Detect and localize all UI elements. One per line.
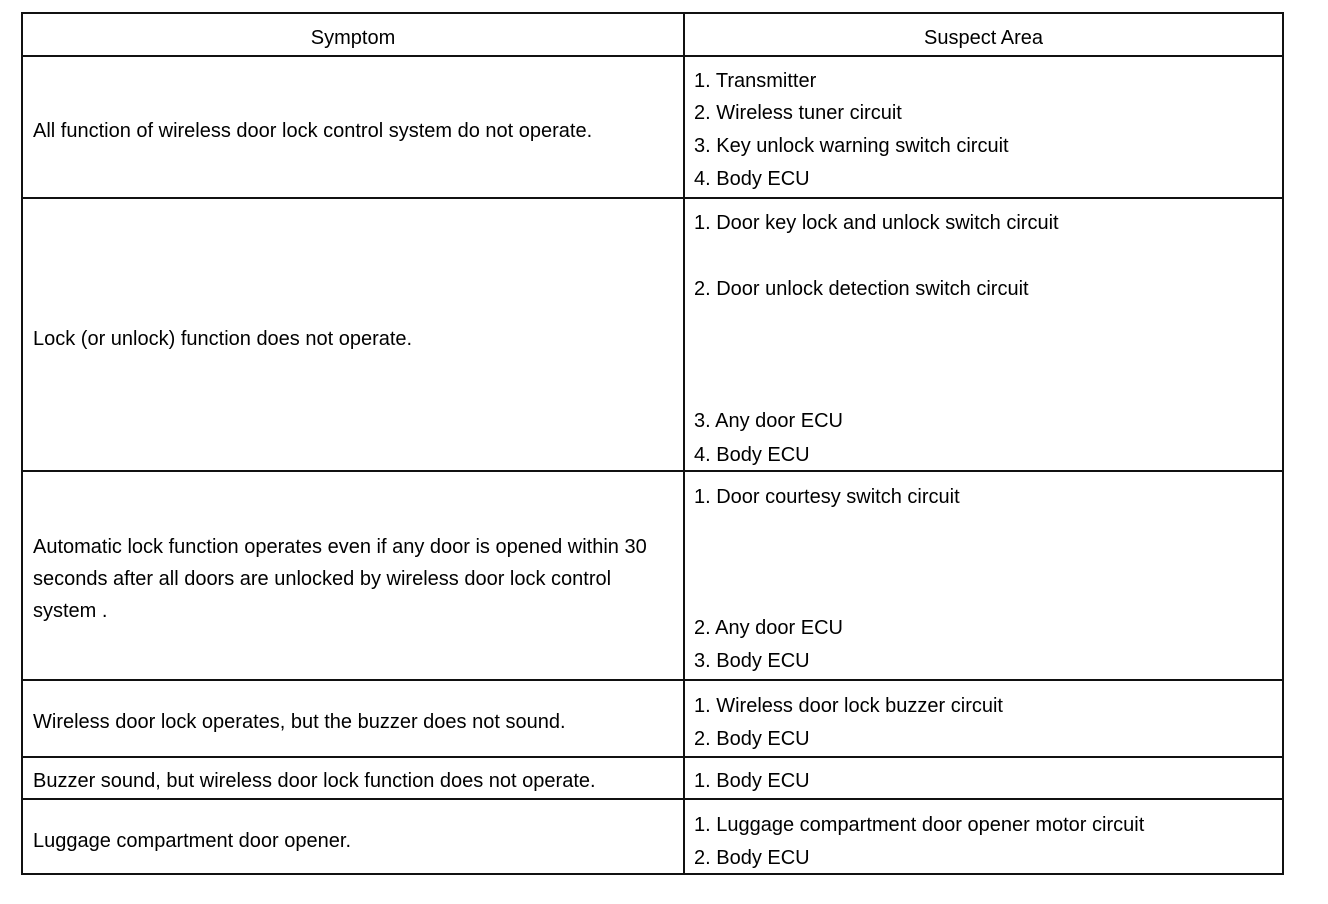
row-divider [21,197,1284,199]
suspect-item: 3. Body ECU [694,650,810,672]
table-border-right [1282,12,1284,875]
suspect-item: 2. Body ECU [694,847,810,869]
suspect-item: 2. Body ECU [694,728,810,750]
suspect-item: 1. Transmitter [694,70,817,92]
table-border-bottom [21,873,1284,875]
suspect-item: 3. Key unlock warning switch circuit [694,135,1009,157]
header-symptom: Symptom [310,27,396,49]
row-divider [21,55,1284,57]
symptom-cell: Buzzer sound, but wireless door lock function does not operate. [33,770,596,792]
row-divider [21,470,1284,472]
row-divider [21,756,1284,758]
suspect-item: 2. Door unlock detection switch circuit [694,278,1029,300]
suspect-item: 2. Any door ECU [694,617,843,639]
suspect-item: 4. Body ECU [694,444,810,466]
suspect-item: 1. Door key lock and unlock switch circuit [694,212,1059,234]
suspect-item: 2. Wireless tuner circuit [694,102,902,124]
symptom-cell: Lock (or unlock) function does not operate. [33,328,413,350]
symptom-cell: Luggage compartment door opener. [33,830,351,852]
row-divider [21,679,1284,681]
table-border-left [21,12,23,875]
symptom-cell: Automatic lock function operates even if any door is opened within 30 seconds after all doors are unlocked by wireless door lock control system . [33,536,647,622]
row-divider [21,798,1284,800]
suspect-item: 3. Any door ECU [694,410,843,432]
suspect-item: 1. Wireless door lock buzzer circuit [694,695,1003,717]
suspect-item: 1. Body ECU [694,770,810,792]
symptom-cell: Wireless door lock operates, but the buzzer does not sound. [33,711,566,733]
symptom-cell: All function of wireless door lock control system do not operate. [33,120,593,142]
suspect-item: 4. Body ECU [694,168,810,190]
header-suspect-area: Suspect Area [924,27,1043,49]
suspect-item: 1. Luggage compartment door opener motor circuit [694,814,1145,836]
suspect-item: 1. Door courtesy switch circuit [694,486,960,508]
table-border-top [21,12,1284,14]
column-divider [683,12,685,875]
